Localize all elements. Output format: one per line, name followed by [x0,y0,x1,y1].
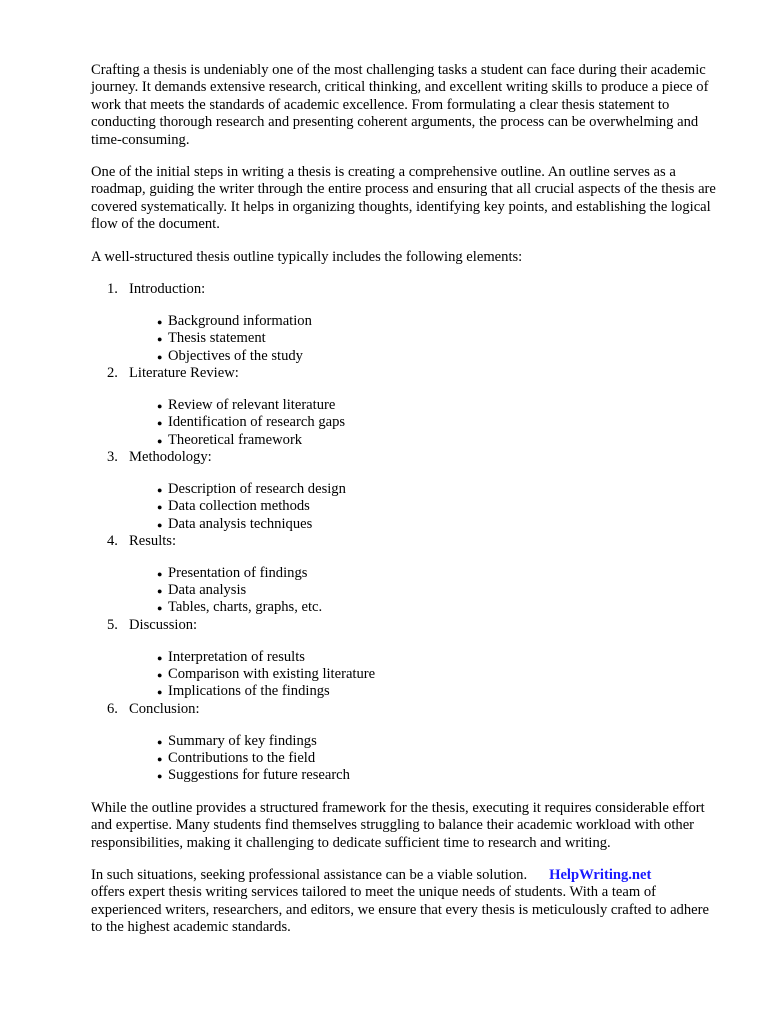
list-item-text: Theoretical framework [168,431,303,448]
bullet-icon: ● [157,670,163,681]
section-number: 2. [107,365,118,382]
list-item [157,498,721,515]
section-title: Conclusion: [129,700,200,717]
section-heading [91,365,721,382]
outline-section [91,533,721,617]
section-number: 3. [107,448,118,465]
section-heading [91,281,721,298]
list-item-text: Comparison with existing literature [168,666,376,683]
bullet-icon: ● [157,603,163,614]
bullet-icon: ● [157,519,163,530]
workload-paragraph: While the outline provides a structured framework for the thesis, executing it requires considerable effort and expertise. Many students find themselves struggling to balance their academic workload with other responsibilities, making it challenging to dedicate sufficient time to research and writing. [91,799,705,851]
section-number: 4. [107,532,118,549]
elements-lead-paragraph: A well-structured thesis outline typically includes the following elements: [91,248,523,265]
bullet-icon: ● [157,484,163,495]
list-item [157,649,721,666]
list-item-text: Identification of research gaps [168,414,346,431]
bullet-icon: ● [157,418,163,429]
list-item [157,767,721,784]
section-items [91,313,721,365]
outline-section [91,365,721,449]
list-item-text: Thesis statement [168,330,266,347]
bullet-icon: ● [157,400,163,411]
bullet-icon: ● [157,568,163,579]
outline-section [91,701,721,785]
list-item-text: Data analysis techniques [168,515,313,532]
outline-paragraph: One of the initial steps in writing a thesis is creating a comprehensive outline. An outline serves as a roadmap, guiding the writer through the entire process and ensuring that all crucial aspects of the thesis are covered systematically. It helps in organizing thoughts, identifying key points, and establishing the logical flow of the document. [91,164,716,233]
list-item-text: Tables, charts, graphs, etc. [168,599,323,616]
section-number: 1. [107,281,118,298]
list-item [157,750,721,767]
list-item [157,414,721,431]
bullet-icon: ● [157,652,163,663]
outline-section [91,281,721,365]
bullet-icon: ● [157,736,163,747]
list-item [157,683,721,700]
section-items [91,397,721,449]
bullet-icon: ● [157,351,163,362]
bullet-icon: ● [157,586,163,597]
section-items [91,649,721,701]
section-title: Discussion: [129,616,198,633]
list-item [157,397,721,414]
list-item [157,565,721,582]
section-title: Methodology: [129,448,212,465]
intro-paragraph: Crafting a thesis is undeniably one of the most challenging tasks a student can face during their academic journey. It demands extensive research, critical thinking, and excellent writing skills to produce a piece of work that meets the standards of academic excellence. From formulating a clear thesis statement to conducting thorough research and presenting coherent arguments, the process can be overwhelming and time-consuming. [91,62,709,148]
section-heading [91,449,721,466]
helpwriting-link[interactable]: HelpWriting.net [549,867,652,883]
list-item-text: Data collection methods [168,498,310,515]
list-item-text: Review of relevant literature [168,396,336,413]
list-item [157,330,721,347]
list-item-text: Summary of key findings [168,732,317,749]
outline-section [91,617,721,701]
list-item [157,313,721,330]
section-heading [91,617,721,634]
document-page [91,62,721,952]
section-heading [91,701,721,718]
list-item [157,733,721,750]
section-title: Literature Review: [129,365,239,382]
outline-section [91,449,721,533]
list-item [157,481,721,498]
bullet-icon: ● [157,754,163,764]
list-item-text: Interpretation of results [168,648,305,665]
list-item [157,432,721,449]
section-items [91,733,721,785]
list-item-text: Presentation of findings [168,564,308,581]
section-items [91,481,721,533]
bullet-icon: ● [157,334,163,345]
assistance-lead-text: In such situations, seeking professional assistance can be a viable solution. [91,867,528,883]
section-number: 5. [107,616,118,633]
thesis-outline-list [91,281,721,785]
section-number: 6. [107,700,118,717]
list-item [157,516,721,533]
list-item-text: Suggestions for future research [168,767,350,784]
list-item [157,348,721,365]
list-item [157,582,721,599]
section-items [91,565,721,617]
section-title: Results: [129,532,177,549]
list-item-text: Background information [168,312,312,329]
list-item-text: Contributions to the field [168,750,316,766]
bullet-icon: ● [157,435,163,446]
bullet-icon: ● [157,687,163,698]
list-item [157,599,721,616]
bullet-icon: ● [157,771,163,782]
assistance-tail-text: offers expert thesis writing services tailored to meet the unique needs of students. With a team of experienced writers, researchers, and editors, we ensure that every thesis is meticulously crafted to adhere to the highest academic standards. [91,884,709,936]
section-title: Introduction: [129,281,206,298]
bullet-icon: ● [157,316,163,327]
list-item-text: Data analysis [168,582,247,599]
bullet-icon: ● [157,502,163,513]
assistance-paragraph [91,867,721,937]
list-item-text: Objectives of the study [168,347,303,364]
section-heading [91,533,721,550]
list-item [157,666,721,683]
list-item-text: Implications of the findings [168,683,330,700]
list-item-text: Description of research design [168,480,346,497]
